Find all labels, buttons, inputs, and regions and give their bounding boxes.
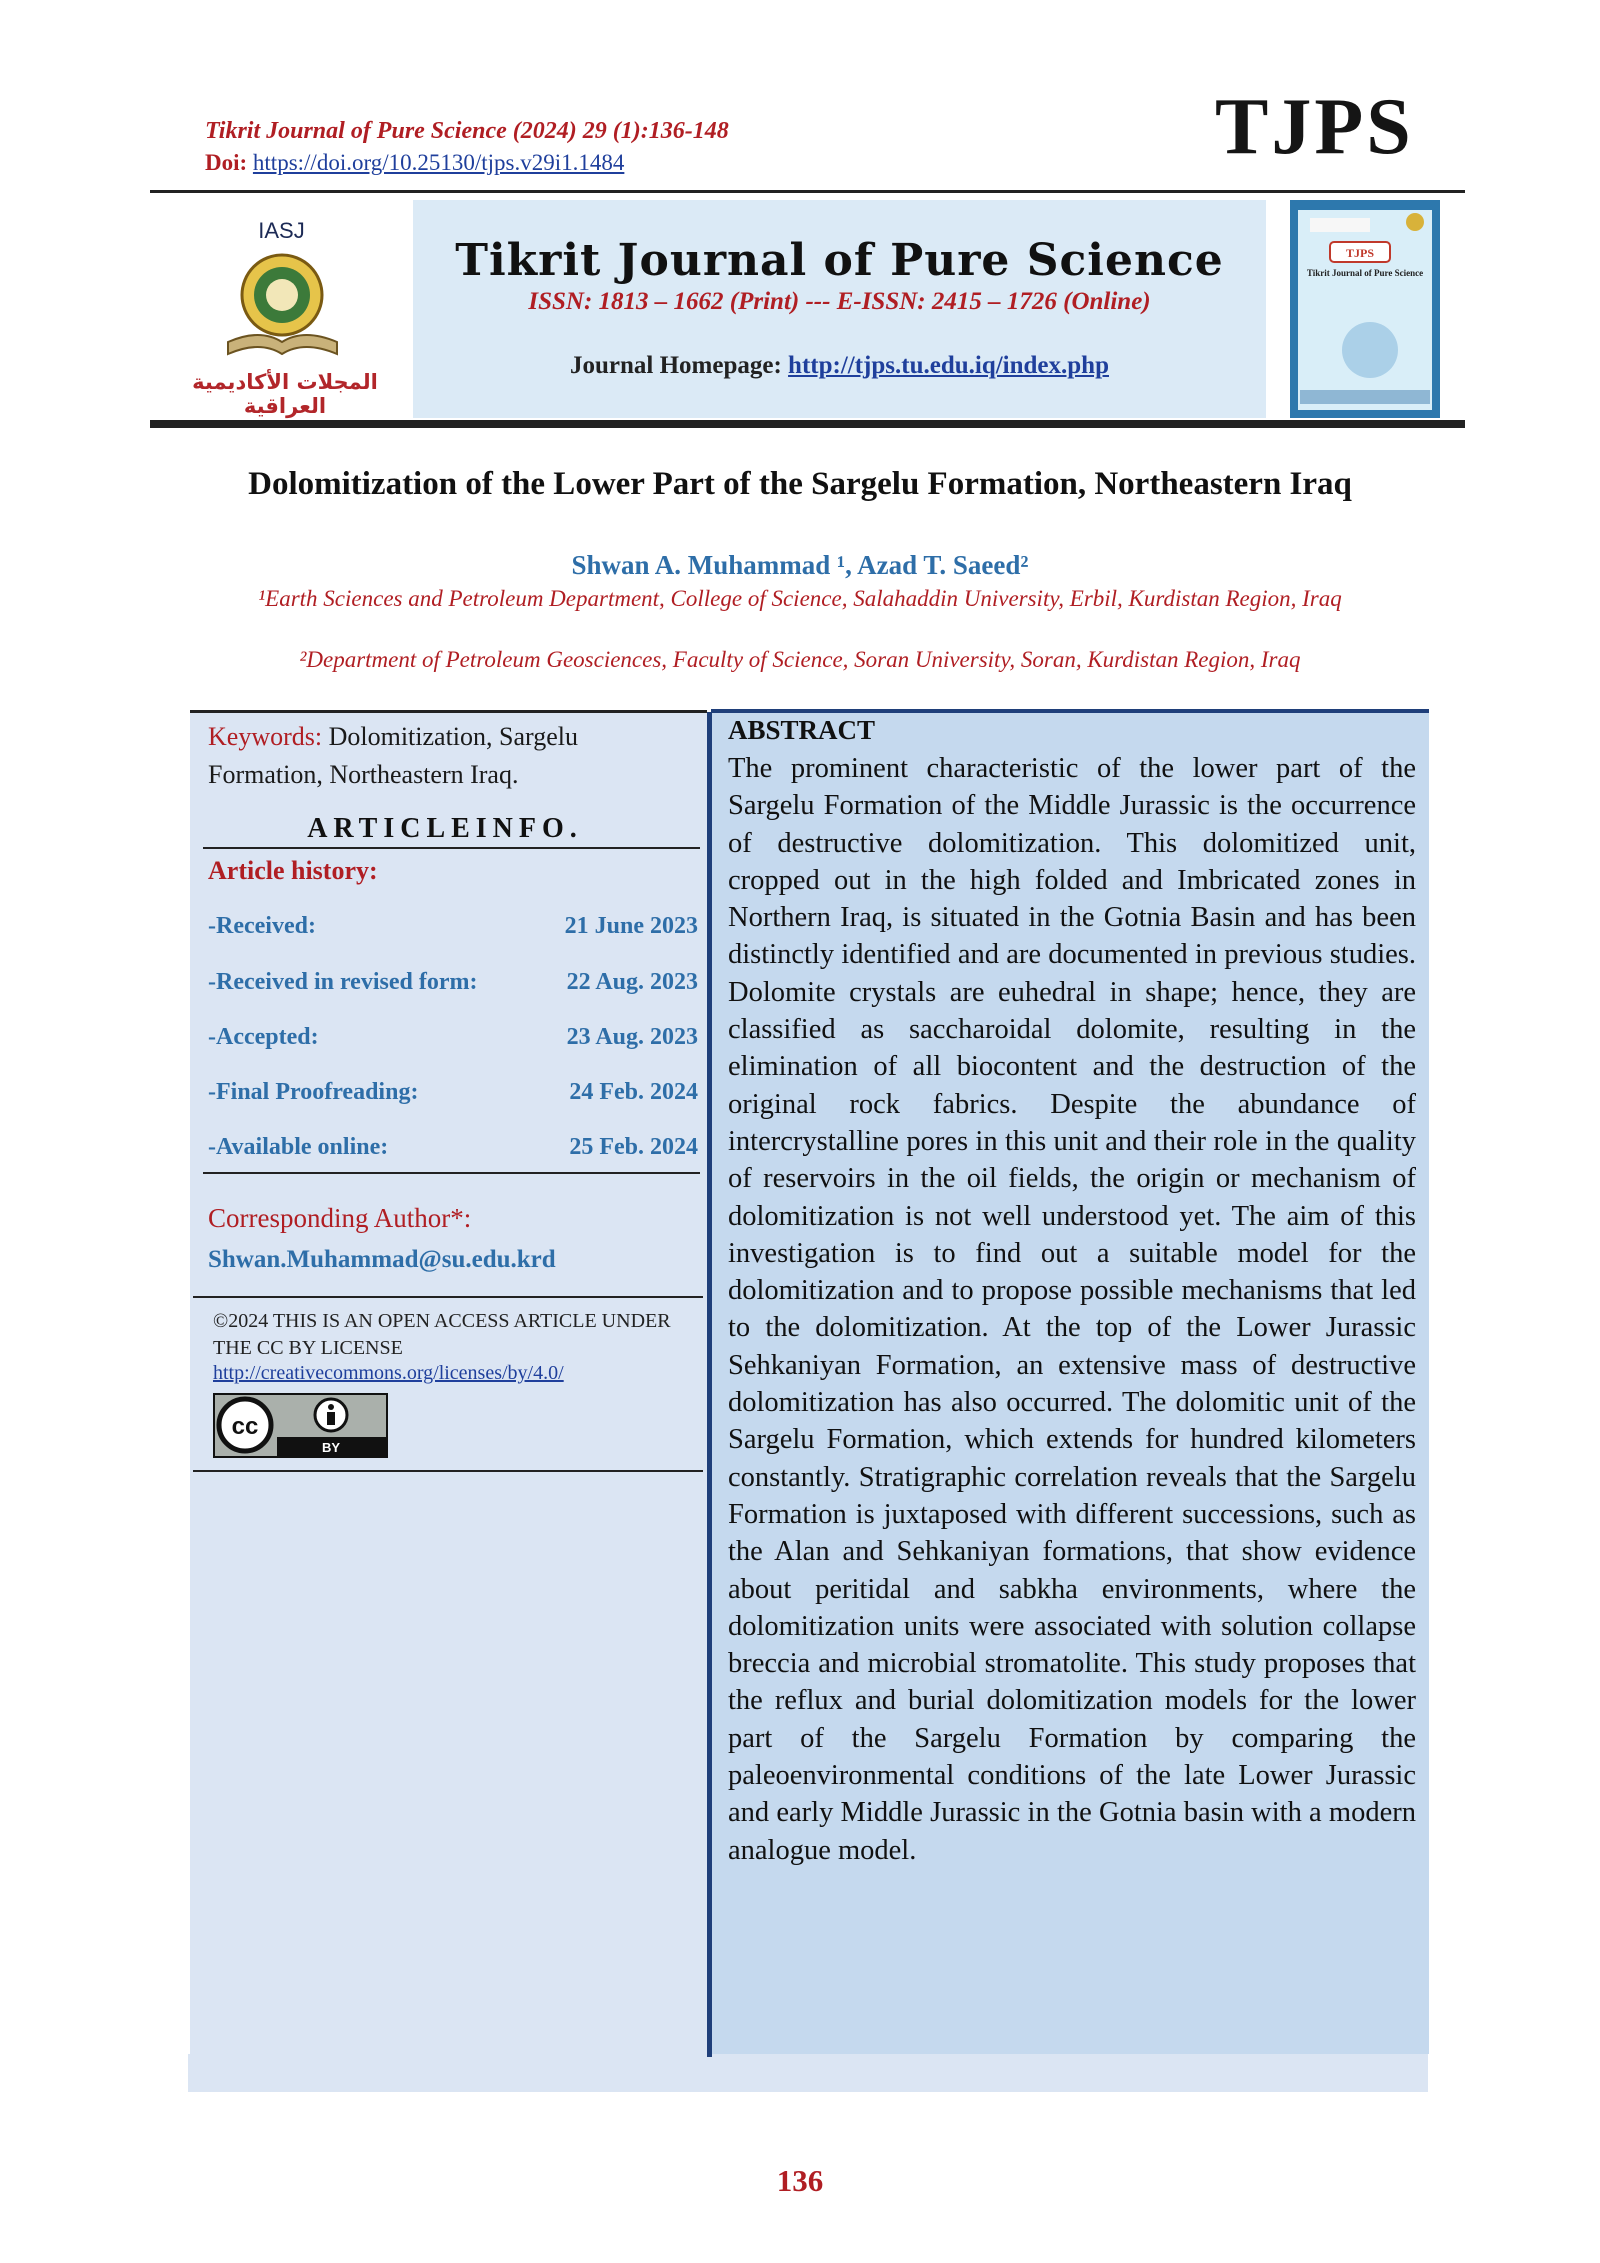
abstract-body: The prominent characteristic of the lower part of the Sargelu Formation of the Middle Jurassic is the occurrence of destructive dolomitization. This dolomitized unit, cropped out in the high folded and Imbricated zones in Northern Iraq, is situated in the Gotnia Basin and has been distinctly identified and are documented in previous studies. Dolomite crystals are euhedral in shape; hence, they are classified as saccharoidal dolomite, resulting in the elimination of all biocontent and the destruction of the original rock fabrics. Despite the abundance of intercrystalline pores in this unit and their role in the quality of reservoirs in the oil fields, the origin or mechanism of dolomitization is not well understood yet. The aim of this investigation is to find out a suitable model for the dolomitization and to propose possible mechanisms that led to the dolomitization. At the top of the Lower Jurassic Sehkaniyan Formation, an extensive mass of destructive dolomitization has also occurred. The dolomitic unit of the Sargelu Formation, which extends for hundred kilometers constantly. Stratigraphic correlation reveals that the Sargelu Formation is juxtaposed with different successions, such as the Alan and Sehkaniyan formations, that show evidence about peritidal and sabkha environments, where the dolomitization units were associated with solution collapse breccia and microbial stromatolite. This study proposes that the reflux and burial dolomitization models for the lower part of the Sargelu Formation by comparing the paleoenvironmental conditions of the late Lower Jurassic and early Middle Jurassic in the Gotnia basin with a modern analogue model. [728,753,1416,1866]
tjps-logo: TJPS [1215,83,1414,171]
article-info-heading: ARTICLEINFO. [307,813,583,844]
keywords-text: Dolomitization, Sargelu Formation, Northeastern Iraq. [208,722,578,789]
history-date: 24 Feb. 2024 [569,1079,698,1105]
doi-line [205,150,624,176]
cover-art-icon [1290,200,1440,418]
issn-line: ISSN: 1813 – 1662 (Print) --- E-ISSN: 2415 – 1726 (Online) [528,288,1151,315]
history-date: 22 Aug. 2023 [566,969,698,995]
history-row-revised [208,969,698,996]
header-rule [150,190,1465,193]
history-label: -Available online: [208,1134,389,1160]
history-date: 25 Feb. 2024 [569,1134,698,1160]
iasj-label: IASJ [258,218,305,243]
journal-cover-image [1290,200,1440,418]
history-row-online [208,1134,698,1161]
running-title: Tikrit Journal of Pure Science (2024) 29 (1):136-148 [205,118,729,144]
affiliation-1: ¹Earth Sciences and Petroleum Department, College of Science, Salahaddin University, Erbil, Kurdistan Region, Iraq [258,586,1342,611]
info-heading-rule [203,847,700,849]
arabic-label: المجلات الأكاديمية العراقية [192,370,378,418]
history-label: -Accepted: [208,1024,319,1050]
history-label: -Received in revised form: [208,969,478,995]
page-number: 136 [776,2163,824,2198]
history-row-received [208,913,698,940]
iasj-emblem-icon [220,250,345,360]
history-row-accepted [208,1024,698,1051]
abstract-top-rule [711,709,1429,713]
keywords-label: Keywords: [208,722,323,751]
column-divider [707,712,712,2057]
cc-by-label: BY [321,1440,341,1455]
cc-by-icon[interactable] [213,1393,388,1458]
homepage-label: Journal Homepage: [570,352,789,379]
history-date: 21 June 2023 [564,913,698,939]
homepage-line [413,352,1266,380]
article-history-heading: Article history: [208,856,378,885]
svg-text:cc: cc [231,1413,259,1440]
cover-title: TJPS [1345,246,1375,260]
history-label: -Final Proofreading: [208,1079,419,1105]
keywords [208,718,678,794]
paper-title: Dolomitization of the Lower Part of the Sargelu Formation, Northeastern Iraq [248,466,1352,502]
author-list: Shwan A. Muhammad ¹, Azad T. Saeed² [571,550,1029,580]
corresponding-author-label: Corresponding Author*: [208,1203,472,1233]
panel-bottom-strip [188,2054,1428,2092]
author-email[interactable]: Shwan.Muhammad@su.edu.krd [208,1246,556,1273]
homepage-link[interactable]: http://tjps.tu.edu.iq/index.php [788,352,1109,379]
iasj-logo [150,200,413,418]
info-top-rule [190,710,707,713]
doi-link[interactable]: https://doi.org/10.25130/tjps.v29i1.1484 [252,150,625,175]
journal-banner [413,200,1266,418]
license-text: ©2024 THIS IS AN OPEN ACCESS ARTICLE UNDER THE CC BY LICENSE [213,1310,671,1359]
journal-name: Tikrit Journal of Pure Science [455,235,1224,286]
banner-rule [150,420,1465,428]
history-date: 23 Aug. 2023 [566,1024,698,1050]
affiliation-2: ²Department of Petroleum Geosciences, Faculty of Science, Soran University, Soran, Kurdistan Region, Iraq [299,647,1301,672]
license-link[interactable]: http://creativecommons.org/licenses/by/4.0/ [213,1362,564,1384]
abstract-heading: ABSTRACT [728,715,876,745]
doi-label: Doi: [205,150,248,175]
history-label: -Received: [208,913,316,939]
cover-subtitle: Tikrit Journal of Pure Science [1306,268,1424,278]
license-box [193,1296,703,1472]
history-row-proofreading [208,1079,698,1106]
history-bottom-rule [203,1172,700,1174]
